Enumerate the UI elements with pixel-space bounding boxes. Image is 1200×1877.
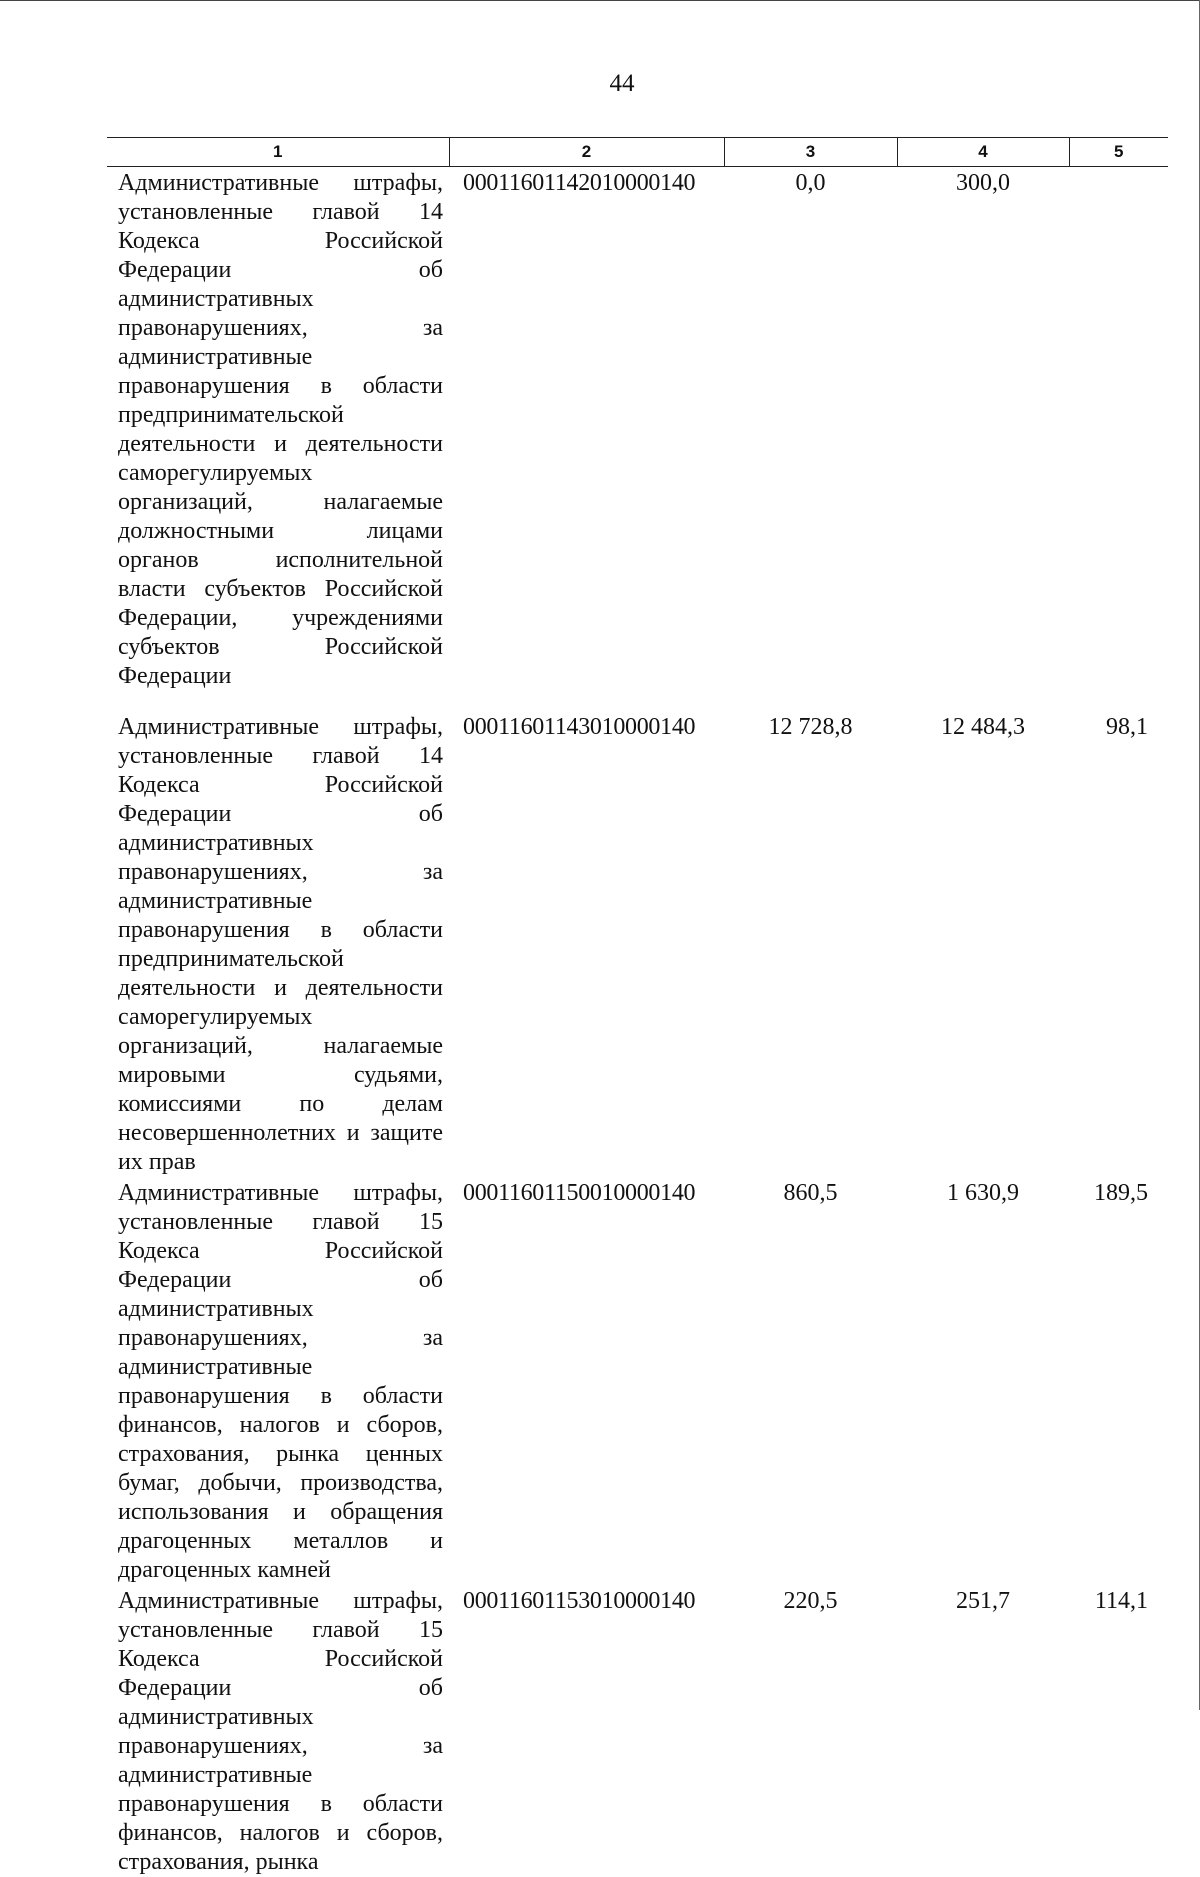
page-number: 44 [0, 70, 1200, 98]
row-description: Административные штрафы, установленные главой 15 Кодекса Российской Федерации об административных правонарушениях, за административные правонарушения в области финансов, налогов и сборов, страхования, рынка ценных бумаг, добычи, производства, использования и обращения драгоценных металлов и драгоценных камней [107, 1177, 449, 1585]
table-header [107, 138, 1168, 167]
table-row [107, 167, 1168, 692]
header-row [107, 138, 1168, 167]
row-col5-value [1069, 167, 1168, 692]
header-col-2: 2 [449, 138, 724, 167]
row-col3-value: 860,5 [724, 1177, 897, 1585]
scan-edge-top [0, 0, 1200, 1]
row-col5-value: 114,1 [1069, 1585, 1168, 1877]
row-col5-value: 98,1 [1069, 691, 1168, 1177]
row-description: Административные штрафы, установленные главой 14 Кодекса Российской Федерации об административных правонарушениях, за административные правонарушения в области предпринимательской деятельности и деятельности саморегулируемых организаций, налагаемые должностными лицами органов исполнительной власти субъектов Российской Федерации, учреждениями субъектов Российской Федерации [107, 167, 449, 692]
row-col3-value: 12 728,8 [724, 691, 897, 1177]
row-col3-value: 0,0 [724, 167, 897, 692]
row-col3-value: 220,5 [724, 1585, 897, 1877]
row-col4-value: 12 484,3 [897, 691, 1069, 1177]
table-row [107, 1585, 1168, 1877]
row-code: 00011601150010000140 [449, 1177, 724, 1585]
header-col-5: 5 [1069, 138, 1168, 167]
row-col4-value: 251,7 [897, 1585, 1069, 1877]
header-col-3: 3 [724, 138, 897, 167]
header-col-4: 4 [897, 138, 1069, 167]
row-code: 00011601143010000140 [449, 691, 724, 1177]
table-body [107, 167, 1168, 1877]
row-code: 00011601153010000140 [449, 1585, 724, 1877]
row-description: Административные штрафы, установленные главой 15 Кодекса Российской Федерации об административных правонарушениях, за административные правонарушения в области финансов, налогов и сборов, страхования, рынка [107, 1585, 449, 1877]
row-col4-value: 1 630,9 [897, 1177, 1069, 1585]
header-col-1: 1 [107, 138, 449, 167]
row-description: Административные штрафы, установленные главой 14 Кодекса Российской Федерации об административных правонарушениях, за административные правонарушения в области предпринимательской деятельности и деятельности саморегулируемых организаций, налагаемые мировыми судьями, комиссиями по делам несовершеннолетних и защите их прав [107, 691, 449, 1177]
revenue-table [107, 137, 1168, 1877]
row-col5-value: 189,5 [1069, 1177, 1168, 1585]
row-code: 00011601142010000140 [449, 167, 724, 692]
table-row [107, 691, 1168, 1177]
row-col4-value: 300,0 [897, 167, 1069, 692]
table-row [107, 1177, 1168, 1585]
